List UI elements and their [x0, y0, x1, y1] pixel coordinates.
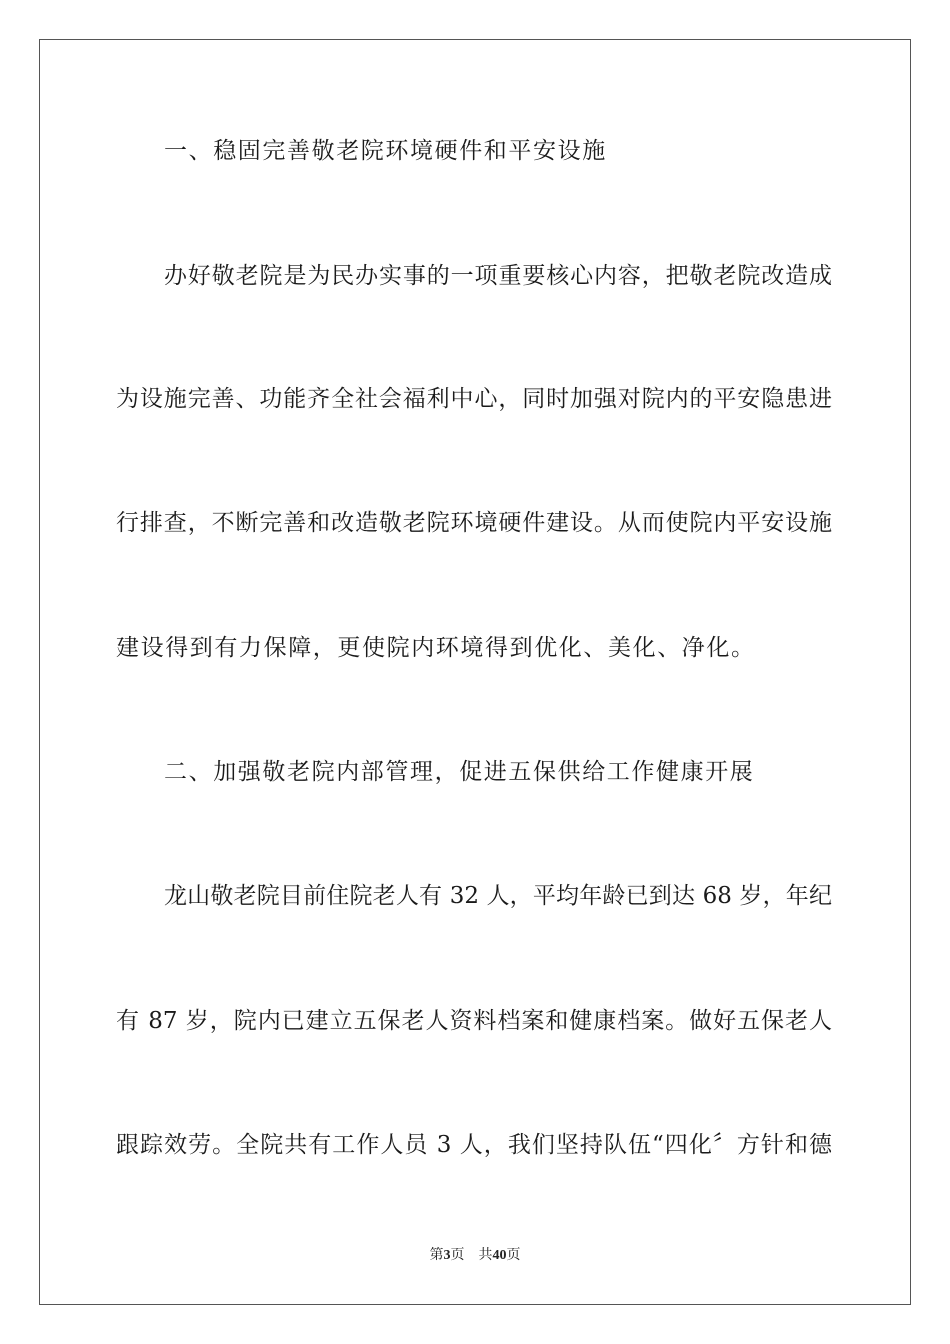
heading-2: 二、加强敬老院内部管理，促进五保供给工作健康开展	[164, 759, 755, 785]
paragraph-line: 办好敬老院是为民办实事的一项重要核心内容，把敬老院改造成	[164, 263, 832, 289]
page-footer	[0, 1247, 950, 1265]
heading-1: 一、稳固完善敬老院环境硬件和平安设施	[164, 138, 607, 164]
total-suffix: 页	[506, 1248, 521, 1263]
total-pages: 40	[492, 1248, 507, 1263]
page-number: 3	[443, 1248, 451, 1263]
paragraph-line: 跟踪效劳。全院共有工作人员 3 人，我们坚持队伍“四化〞方针和德	[116, 1132, 832, 1158]
paragraph-line: 行排查，不断完善和改造敬老院环境硬件建设。从而使院内平安设施	[116, 510, 832, 536]
paragraph-line: 为设施完善、功能齐全社会福利中心，同时加强对院内的平安隐患进	[116, 386, 832, 412]
page-suffix: 页	[450, 1248, 465, 1263]
paragraph-line: 龙山敬老院目前住院老人有 32 人，平均年龄已到达 68 岁，年纪	[164, 883, 832, 909]
paragraph-line: 建设得到有力保障，更使院内环境得到优化、美化、净化。	[116, 635, 756, 661]
page-border	[39, 39, 911, 1305]
total-prefix: 共	[478, 1248, 493, 1263]
paragraph-line: 有 87 岁，院内已建立五保老人资料档案和健康档案。做好五保老人	[116, 1008, 832, 1034]
page-prefix: 第	[429, 1248, 444, 1263]
